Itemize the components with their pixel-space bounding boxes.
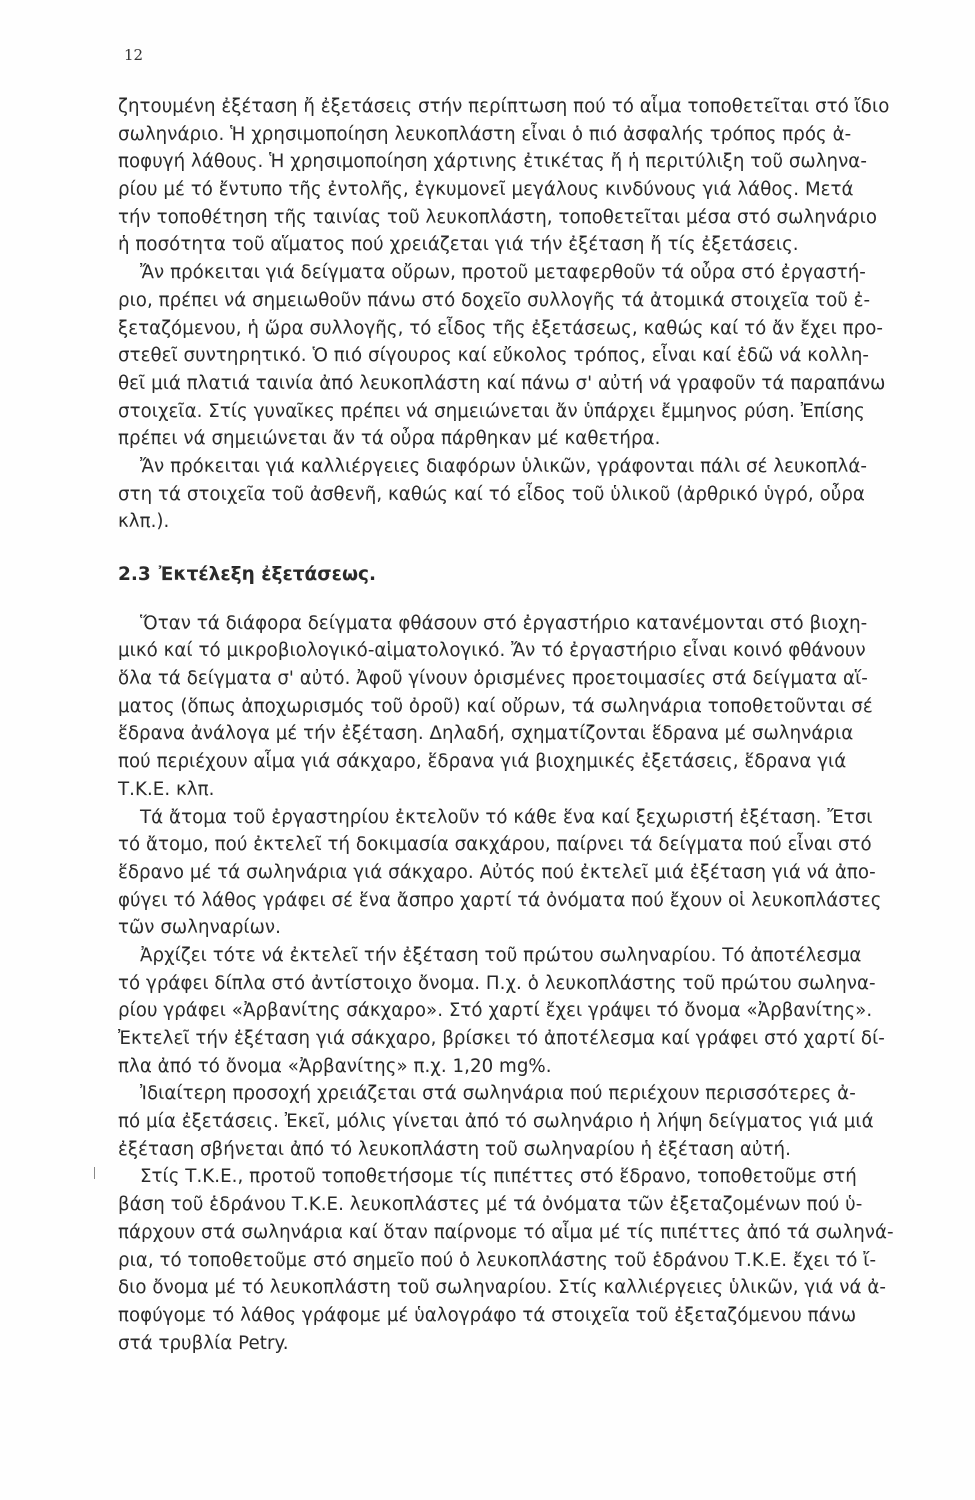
text-line: ἕδρανα ἀνάλογα μέ τήν ἐξέταση. Δηλαδή, σχηματίζονται ἕδρανα μέ σωληνάρια bbox=[118, 723, 854, 745]
paragraph bbox=[118, 453, 938, 536]
body-text bbox=[118, 93, 938, 1357]
text-line: στά τρυβλία Petry. bbox=[118, 1332, 289, 1354]
page-number: 12 bbox=[124, 46, 144, 64]
text-line: ἕδρανο μέ τά σωληνάρια γιά σάκχαρο. Αὐτός πού ἐκτελεῖ μιά ἐξέταση γιά νά ἀπο- bbox=[118, 861, 876, 883]
text-line: βάση τοῦ ἑδράνου Τ.Κ.Ε. λευκοπλάστες μέ τά ὀνόματα τῶν ἐξεταζομένων πού ὑ- bbox=[118, 1194, 863, 1216]
text-line: Τά ἄτομα τοῦ ἐργαστηρίου ἐκτελοῦν τό κάθε ἕνα καί ξεχωριστή ἐξέταση. Ἔτσι bbox=[140, 806, 873, 828]
text-line: τό ἄτομο, πού ἐκτελεῖ τή δοκιμασία σακχάρου, παίρνει τά δείγματα πού εἶναι στό bbox=[118, 834, 872, 856]
text-line: Ἀρχίζει τότε νά ἐκτελεῖ τήν ἐξέταση τοῦ πρώτου σωληναρίου. Τό ἀποτέλεσμα bbox=[140, 944, 862, 966]
text-line: πό μία ἐξετάσεις. Ἐκεῖ, μόλις γίνεται ἀπό τό σωληνάριο ἡ λήψη δείγματος γιά μιά bbox=[118, 1111, 874, 1133]
text-line: στη τά στοιχεῖα τοῦ ἀσθενῆ, καθώς καί τό εἶδος τοῦ ὑλικοῦ (ἀρθρικό ὑγρό, οὖρα bbox=[118, 483, 865, 505]
text-line: ἐξέταση σβήνεται ἀπό τό λευκοπλάστη τοῦ σωληναρίου ἡ ἐξέταση αὐτή. bbox=[118, 1138, 791, 1160]
text-line: ποφύγομε τό λάθος γράφομε μέ ὑαλογράφο τά στοιχεῖα τοῦ ἐξεταζόμενου πάνω bbox=[118, 1304, 857, 1326]
text-line: Ἐκτελεῖ τήν ἐξέταση γιά σάκχαρο, βρίσκει τό ἀποτέλεσμα καί γράφει στό χαρτί δί- bbox=[118, 1028, 885, 1049]
text-line: Ὅταν τά διάφορα δείγματα φθάσουν στό ἐργαστήριο κατανέμονται στό βιοχη- bbox=[140, 612, 868, 634]
text-line: ρια, τό τοποθετοῦμε στό σημεῖο πού ὁ λευκοπλάστης τοῦ ἑδράνου Τ.Κ.Ε. ἔχει τό ἴ- bbox=[118, 1249, 877, 1271]
paragraph bbox=[118, 259, 938, 453]
paragraph bbox=[118, 1080, 938, 1163]
text-line: ἡ ποσότητα τοῦ αἵματος πού χρειάζεται γιά τήν ἐξέταση ἤ τίς ἐξετάσεις. bbox=[118, 234, 799, 256]
text-line: μικό καί τό μικροβιολογικό-αἱματολογικό. Ἄν τό ἐργαστήριο εἶναι κοινό φθάνουν bbox=[118, 640, 866, 662]
text-line: ματος (ὅπως ἀποχωρισμός τοῦ ὀροῦ) καί οὔρων, τά σωληνάρια τοποθετοῦνται σέ bbox=[118, 695, 873, 717]
text-line: πού περιέχουν αἷμα γιά σάκχαρο, ἕδρανα γιά βιοχημικές ἐξετάσεις, ἕδρανα γιά bbox=[118, 751, 847, 773]
text-line: ξεταζόμενου, ἡ ὥρα συλλογῆς, τό εἶδος τῆς ἐξετάσεως, καθώς καί τό ἄν ἔχει προ- bbox=[118, 317, 883, 339]
text-line: ρίου γράφει «Ἀρβανίτης σάκχαρο». Στό χαρτί ἔχει γράψει τό ὄνομα «Ἀρβανίτης». bbox=[118, 1000, 873, 1022]
section-heading bbox=[118, 561, 938, 589]
text-line: τήν τοποθέτηση τῆς ταινίας τοῦ λευκοπλάστη, τοποθετεῖται μέσα στό σωληνάριο bbox=[118, 206, 878, 228]
text-line: ὅλα τά δείγματα σ' αὐτό. Ἀφοῦ γίνουν ὁρισμένες προετοιμασίες στά δείγματα αἵ- bbox=[118, 668, 868, 690]
text-line: ρίου μέ τό ἔντυπο τῆς ἐντολῆς, ἐγκυμονεῖ μεγάλους κινδύνους γιά λάθος. Μετά bbox=[118, 179, 854, 201]
text-line: τῶν σωληναρίων. bbox=[118, 917, 281, 939]
text-line: ποφυγή λάθους. Ἡ χρησιμοποίηση χάρτινης ἐτικέτας ἤ ἡ περιτύλιξη τοῦ σωληνα- bbox=[118, 151, 867, 173]
text-line: στεθεῖ συντηρητικό. Ὁ πιό σίγουρος καί εὔκολος τρόπος, εἶναι καί ἐδῶ νά κολλη- bbox=[118, 345, 870, 367]
text-line: πλα ἀπό τό ὄνομα «Ἀρβανίτης» π.χ. 1,20 mg%. bbox=[118, 1055, 552, 1077]
text-line: Ἄν πρόκειται γιά δείγματα οὔρων, προτοῦ μεταφερθοῦν τά οὖρα στό ἐργαστή- bbox=[140, 262, 866, 284]
text-line: φύγει τό λάθος γράφει σέ ἕνα ἄσπρο χαρτί τά ὀνόματα πού ἔχουν οἱ λευκοπλάστες bbox=[118, 889, 882, 911]
text-line: θεῖ μιά πλατιά ταινία ἀπό λευκοπλάστη καί πάνω σ' αὐτή νά γραφοῦν τά παραπάνω bbox=[118, 372, 886, 394]
text-line: στοιχεῖα. Στίς γυναῖκες πρέπει νά σημειώνεται ἄν ὑπάρχει ἔμμηνος ρύση. Ἐπίσης bbox=[118, 400, 865, 422]
paragraph bbox=[118, 804, 938, 942]
text-line: Ἄν πρόκειται γιά καλλιέργειες διαφόρων ὑλικῶν, γράφονται πάλι σέ λευκοπλά- bbox=[140, 455, 867, 477]
section-title: Ἐκτέλεξη ἐξετάσεως. bbox=[158, 564, 377, 585]
text-line: Στίς Τ.Κ.Ε., προτοῦ τοποθετήσομε τίς πιπέττες στό ἕδρανο, τοποθετοῦμε στή bbox=[140, 1166, 857, 1188]
text-line: πάρχουν στά σωληνάρια καί ὅταν παίρνομε τό αἷμα μέ τίς πιπέττες ἀπό τά σωληνά- bbox=[118, 1221, 894, 1243]
paragraph bbox=[118, 610, 938, 804]
text-line: διο ὄνομα μέ τό λευκοπλάστη τοῦ σωληναρίου. Στίς καλλιέργειες ὑλικῶν, γιά νά ἀ- bbox=[118, 1277, 887, 1299]
margin-mark bbox=[94, 1167, 95, 1179]
text-line: ζητουμένη ἐξέταση ἤ ἐξετάσεις στήν περίπτωση πού τό αἷμα τοποθετεῖται στό ἴδιο bbox=[118, 96, 890, 117]
paragraph bbox=[118, 93, 938, 259]
text-line: τό γράφει δίπλα στό ἀντίστοιχο ὄνομα. Π.χ. ὁ λευκοπλάστης τοῦ πρώτου σωληνα- bbox=[118, 972, 876, 994]
paragraph bbox=[118, 942, 938, 1080]
section-number: 2.3 bbox=[118, 564, 151, 585]
text-line: πρέπει νά σημειώνεται ἄν τά οὖρα πάρθηκαν μέ καθετήρα. bbox=[118, 428, 661, 450]
text-line: Τ.Κ.Ε. κλπ. bbox=[118, 778, 215, 800]
text-line: Ἰδιαίτερη προσοχή χρειάζεται στά σωληνάρια πού περιέχουν περισσότερες ἀ- bbox=[140, 1083, 856, 1105]
text-line: κλπ.). bbox=[118, 511, 170, 533]
text-line: ριο, πρέπει νά σημειωθοῦν πάνω στό δοχεῖο συλλογῆς τά ἀτομικά στοιχεῖα τοῦ ἐ- bbox=[118, 289, 871, 311]
text-line: σωληνάριο. Ἡ χρησιμοποίηση λευκοπλάστη εἶναι ὁ πιό ἀσφαλής τρόπος πρός ἀ- bbox=[118, 123, 852, 145]
paragraph bbox=[118, 1163, 938, 1357]
